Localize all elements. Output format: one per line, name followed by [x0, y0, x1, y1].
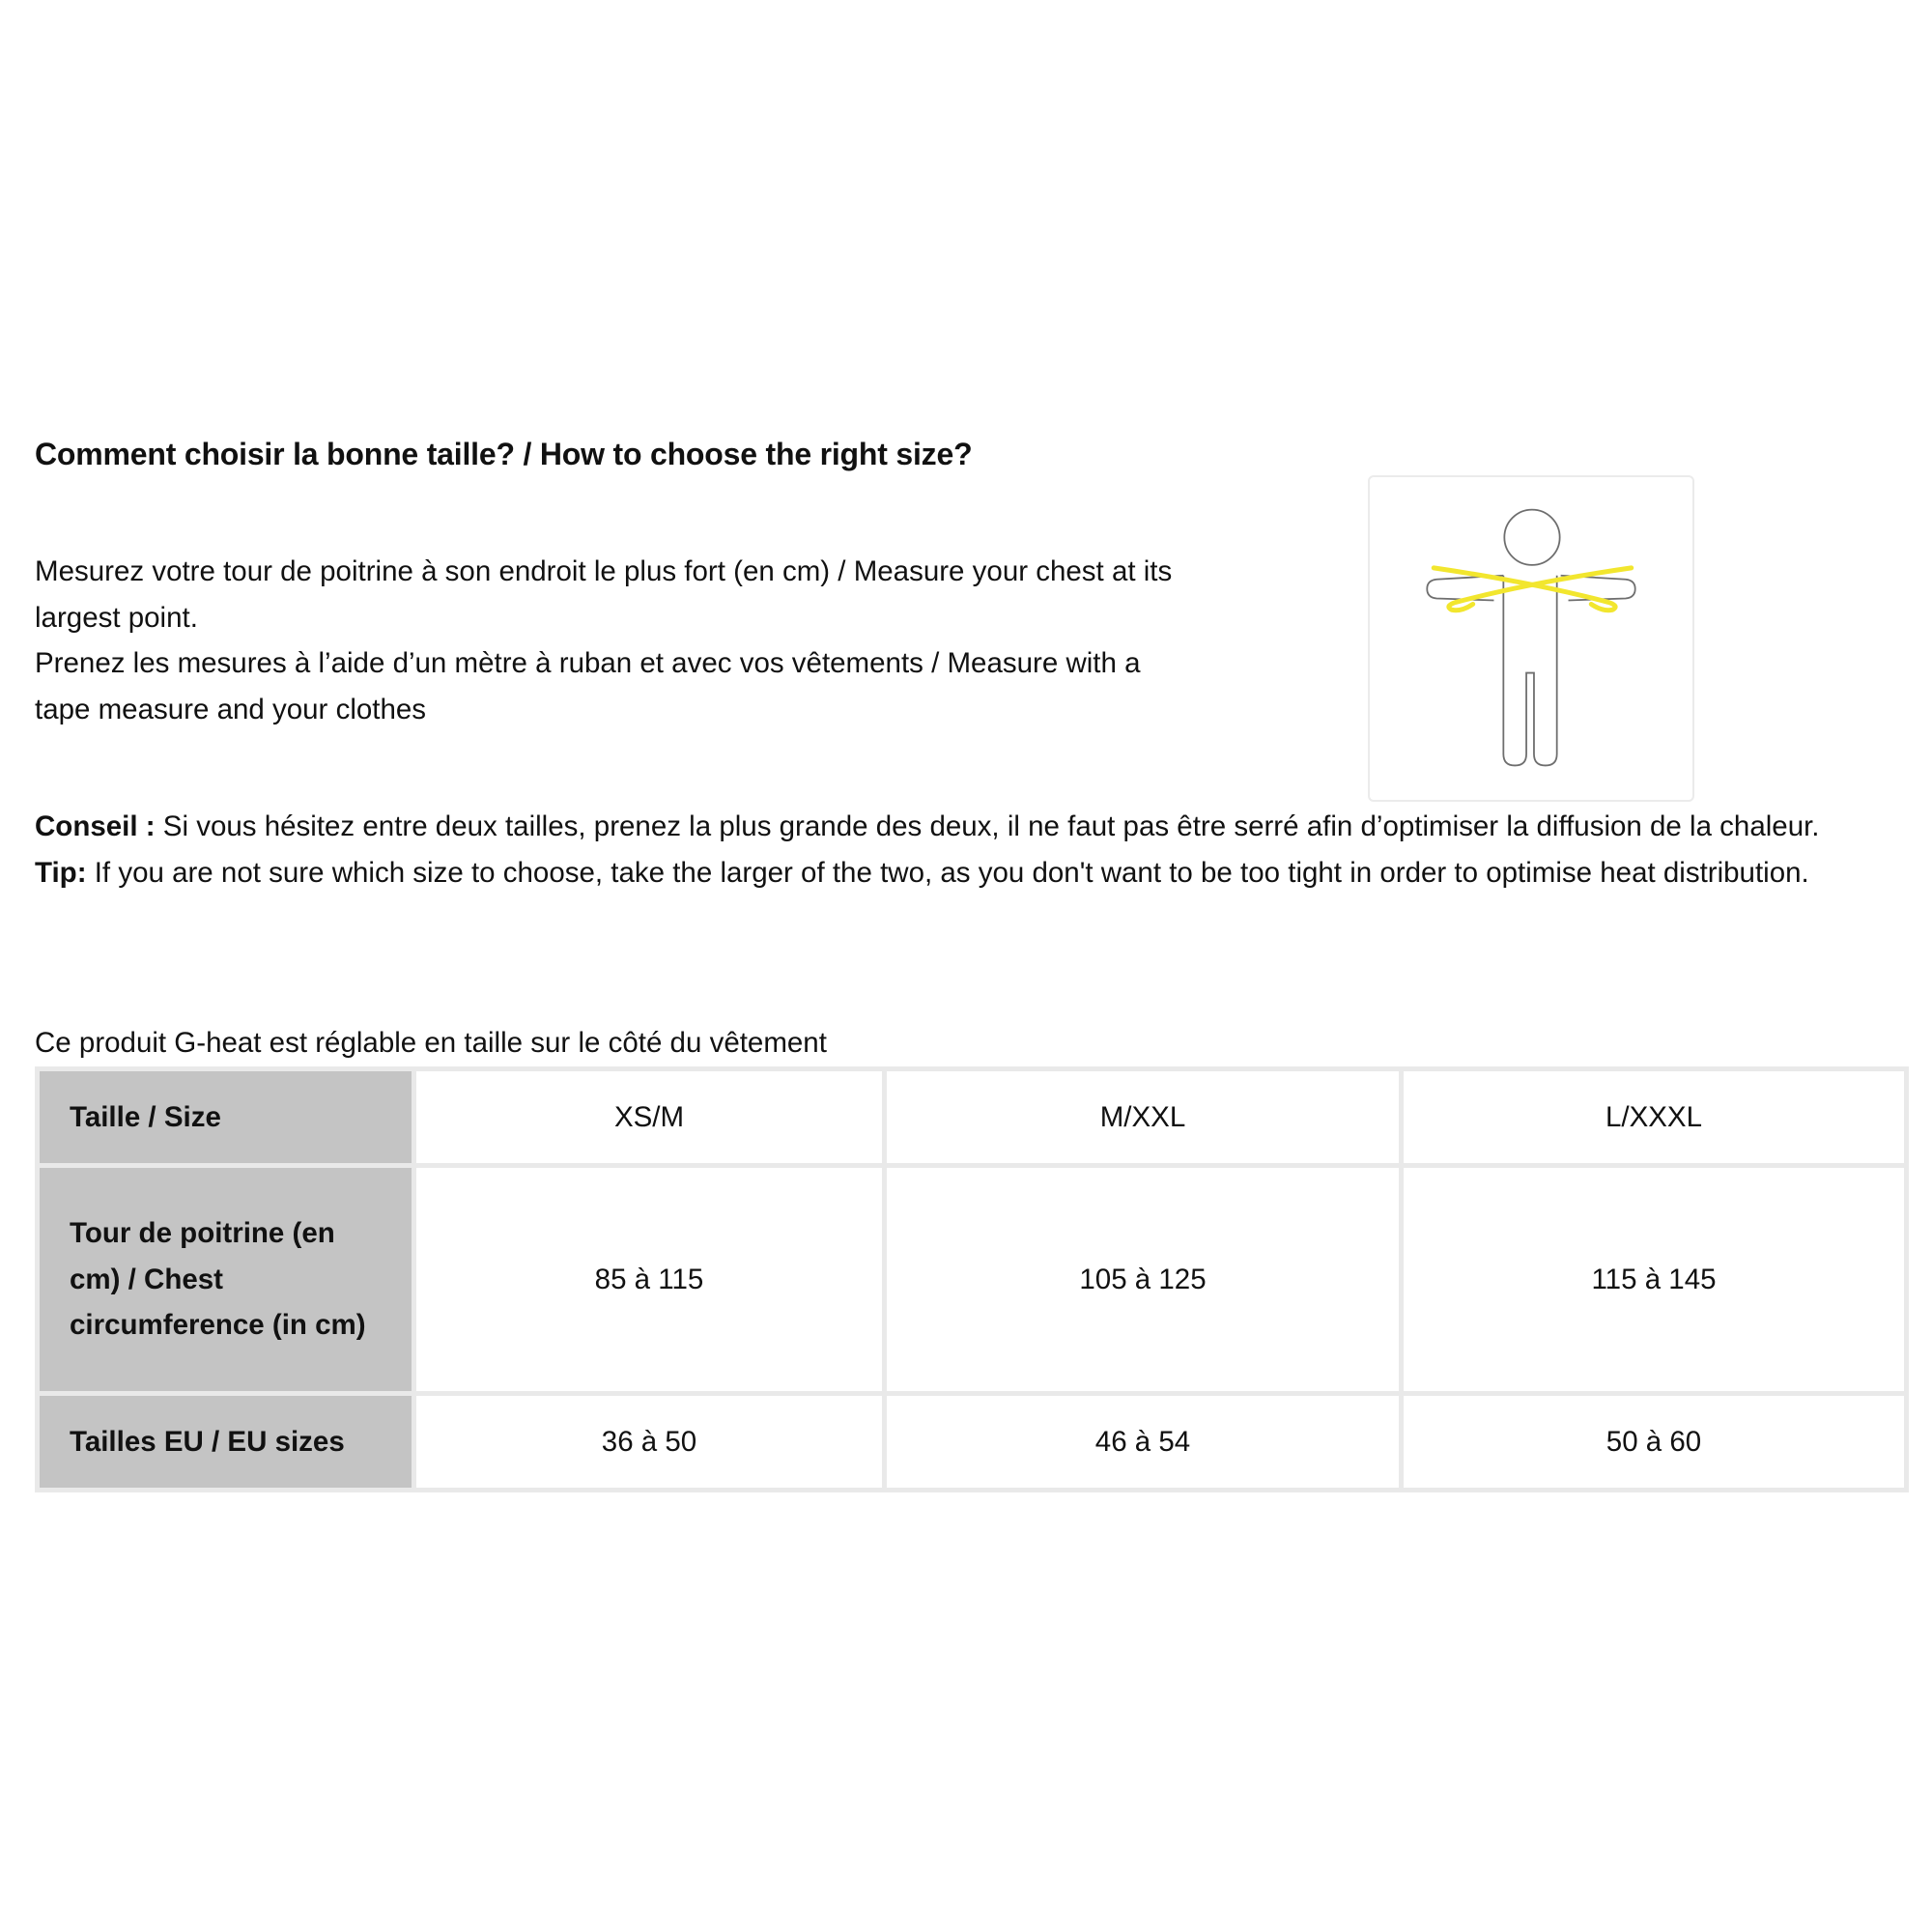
- measurement-figure: [1368, 475, 1694, 802]
- conseil-label: Conseil :: [35, 810, 156, 842]
- cell-chest-l-xxxl: 115 à 145: [1402, 1166, 1907, 1394]
- sizing-tips: [35, 804, 1909, 895]
- cell-size-m-xxl: M/XXL: [885, 1069, 1402, 1166]
- row-label-eu: Tailles EU / EU sizes: [38, 1394, 414, 1491]
- row-label-chest: Tour de poitrine (en cm) / Chest circumference (in cm): [38, 1166, 414, 1394]
- cell-eu-m-xxl: 46 à 54: [885, 1394, 1402, 1491]
- table-row: [38, 1069, 1907, 1166]
- tip-paragraph: [35, 850, 1909, 896]
- measurement-instructions: [35, 549, 1175, 732]
- cell-chest-xs-m: 85 à 115: [414, 1166, 885, 1394]
- row-label-size: Taille / Size: [38, 1069, 414, 1166]
- tip-label: Tip:: [35, 856, 87, 889]
- cell-size-xs-m: XS/M: [414, 1069, 885, 1166]
- cell-eu-l-xxxl: 50 à 60: [1402, 1394, 1907, 1491]
- cell-eu-xs-m: 36 à 50: [414, 1394, 885, 1491]
- cell-size-l-xxxl: L/XXXL: [1402, 1069, 1907, 1166]
- table-row: [38, 1166, 1907, 1394]
- instruction-tape: Prenez les mesures à l’aide d’un mètre à ruban et avec vos vêtements / Measure with a tape measure and your clothes: [35, 647, 1141, 725]
- cell-chest-m-xxl: 105 à 125: [885, 1166, 1402, 1394]
- adjustable-note: Ce produit G-heat est réglable en taille sur le côté du vêtement: [35, 1027, 827, 1059]
- table-row: [38, 1394, 1907, 1491]
- conseil-paragraph: [35, 804, 1909, 850]
- size-table: [35, 1066, 1909, 1492]
- page-title: Comment choisir la bonne taille? / How to choose the right size?: [35, 437, 973, 471]
- tip-text: If you are not sure which size to choose, take the larger of the two, as you don't want to be too tight in order to optimise heat distribution.: [86, 856, 1809, 889]
- instruction-chest: Mesurez votre tour de poitrine à son endroit le plus fort (en cm) / Measure your chest at its largest point.: [35, 555, 1173, 634]
- conseil-text: Si vous hésitez entre deux tailles, prenez la plus grande des deux, il ne faut pas être serré afin d’optimiser la diffusion de la chaleur.: [155, 810, 1820, 842]
- chest-measurement-figure-icon: [1370, 477, 1692, 800]
